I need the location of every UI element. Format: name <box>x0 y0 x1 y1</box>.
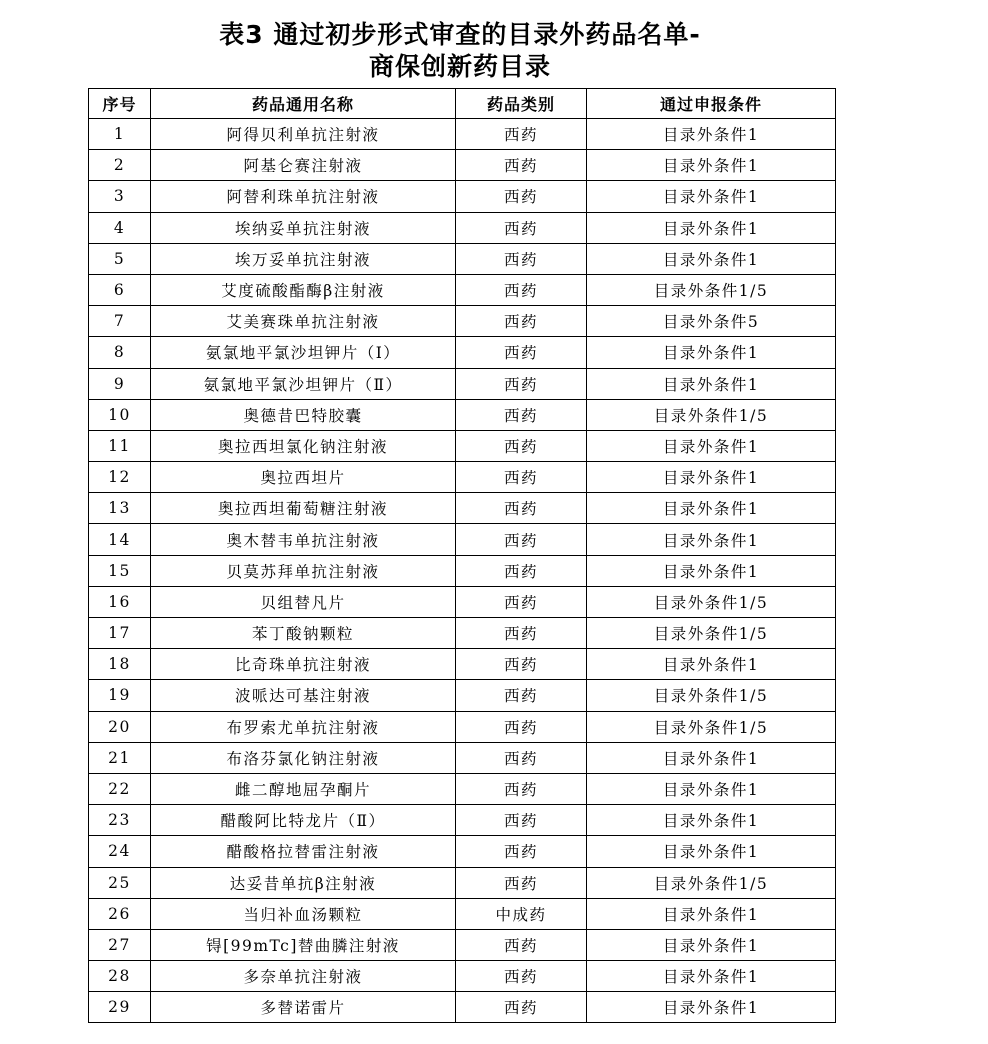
cell-seq: 6 <box>89 274 151 305</box>
cell-seq: 17 <box>89 618 151 649</box>
cell-drug-category: 西药 <box>456 368 587 399</box>
table-row <box>89 493 836 524</box>
cell-drug-category: 西药 <box>456 524 587 555</box>
table-row <box>89 836 836 867</box>
table-row <box>89 992 836 1023</box>
table-row <box>89 150 836 181</box>
cell-drug-category: 西药 <box>456 773 587 804</box>
cell-seq: 22 <box>89 773 151 804</box>
cell-seq: 28 <box>89 961 151 992</box>
cell-drug-name: 多替诺雷片 <box>151 992 456 1023</box>
cell-drug-category: 西药 <box>456 742 587 773</box>
cell-seq: 23 <box>89 805 151 836</box>
table-header-row <box>89 89 836 119</box>
cell-drug-category: 西药 <box>456 430 587 461</box>
cell-condition: 目录外条件1 <box>587 961 836 992</box>
cell-seq: 16 <box>89 586 151 617</box>
table-row <box>89 618 836 649</box>
cell-drug-category: 中成药 <box>456 898 587 929</box>
table-row <box>89 805 836 836</box>
cell-condition: 目录外条件1 <box>587 368 836 399</box>
cell-seq: 12 <box>89 462 151 493</box>
table-row <box>89 961 836 992</box>
table-row <box>89 742 836 773</box>
table-body <box>89 119 836 1023</box>
cell-seq: 21 <box>89 742 151 773</box>
table-row <box>89 337 836 368</box>
cell-seq: 15 <box>89 555 151 586</box>
table-subtitle: 商保创新药目录 <box>368 52 551 81</box>
cell-condition: 目录外条件1 <box>587 898 836 929</box>
cell-condition: 目录外条件5 <box>587 306 836 337</box>
cell-drug-category: 西药 <box>456 119 587 150</box>
cell-drug-name: 布洛芬氯化钠注射液 <box>151 742 456 773</box>
cell-seq: 11 <box>89 430 151 461</box>
cell-drug-name: 阿替利珠单抗注射液 <box>151 181 456 212</box>
cell-condition: 目录外条件1/5 <box>587 586 836 617</box>
cell-drug-name: 醋酸阿比特龙片（Ⅱ） <box>151 805 456 836</box>
cell-drug-category: 西药 <box>456 618 587 649</box>
cell-drug-name: 奥拉西坦片 <box>151 462 456 493</box>
cell-drug-category: 西药 <box>456 306 587 337</box>
cell-seq: 13 <box>89 493 151 524</box>
cell-seq: 18 <box>89 649 151 680</box>
table-row <box>89 586 836 617</box>
cell-drug-category: 西药 <box>456 150 587 181</box>
cell-drug-name: 艾度硫酸酯酶β注射液 <box>151 274 456 305</box>
table-row <box>89 680 836 711</box>
cell-seq: 8 <box>89 337 151 368</box>
table-row <box>89 430 836 461</box>
table-row <box>89 649 836 680</box>
cell-drug-category: 西药 <box>456 992 587 1023</box>
cell-seq: 14 <box>89 524 151 555</box>
cell-seq: 2 <box>89 150 151 181</box>
table-row <box>89 243 836 274</box>
table-row <box>89 119 836 150</box>
cell-seq: 1 <box>89 119 151 150</box>
cell-condition: 目录外条件1 <box>587 181 836 212</box>
cell-seq: 20 <box>89 711 151 742</box>
cell-condition: 目录外条件1 <box>587 150 836 181</box>
drug-list-table <box>88 88 836 1023</box>
cell-condition: 目录外条件1/5 <box>587 680 836 711</box>
cell-condition: 目录外条件1/5 <box>587 274 836 305</box>
cell-condition: 目录外条件1 <box>587 992 836 1023</box>
cell-drug-category: 西药 <box>456 181 587 212</box>
cell-drug-category: 西药 <box>456 462 587 493</box>
cell-drug-category: 西药 <box>456 337 587 368</box>
cell-condition: 目录外条件1 <box>587 493 836 524</box>
cell-drug-name: 氨氯地平氯沙坦钾片（Ⅰ） <box>151 337 456 368</box>
cell-drug-category: 西药 <box>456 212 587 243</box>
cell-seq: 7 <box>89 306 151 337</box>
cell-drug-name: 当归补血汤颗粒 <box>151 898 456 929</box>
cell-drug-name: 埃万妥单抗注射液 <box>151 243 456 274</box>
cell-drug-name: 阿基仑赛注射液 <box>151 150 456 181</box>
cell-drug-name: 醋酸格拉替雷注射液 <box>151 836 456 867</box>
cell-seq: 29 <box>89 992 151 1023</box>
table-row <box>89 274 836 305</box>
cell-condition: 目录外条件1/5 <box>587 618 836 649</box>
cell-drug-name: 艾美赛珠单抗注射液 <box>151 306 456 337</box>
cell-drug-name: 氨氯地平氯沙坦钾片（Ⅱ） <box>151 368 456 399</box>
cell-condition: 目录外条件1 <box>587 555 836 586</box>
cell-drug-category: 西药 <box>456 399 587 430</box>
cell-drug-name: 雌二醇地屈孕酮片 <box>151 773 456 804</box>
cell-drug-category: 西药 <box>456 805 587 836</box>
table-row <box>89 867 836 898</box>
cell-drug-category: 西药 <box>456 929 587 960</box>
cell-condition: 目录外条件1 <box>587 524 836 555</box>
table-row <box>89 212 836 243</box>
cell-seq: 27 <box>89 929 151 960</box>
cell-condition: 目录外条件1/5 <box>587 867 836 898</box>
cell-drug-name: 贝莫苏拜单抗注射液 <box>151 555 456 586</box>
table-row <box>89 898 836 929</box>
cell-drug-name: 阿得贝利单抗注射液 <box>151 119 456 150</box>
cell-condition: 目录外条件1 <box>587 243 836 274</box>
cell-condition: 目录外条件1 <box>587 805 836 836</box>
table-row <box>89 524 836 555</box>
table-row <box>89 181 836 212</box>
cell-condition: 目录外条件1 <box>587 337 836 368</box>
cell-drug-category: 西药 <box>456 493 587 524</box>
cell-drug-category: 西药 <box>456 586 587 617</box>
table-row <box>89 399 836 430</box>
cell-drug-name: 埃纳妥单抗注射液 <box>151 212 456 243</box>
table-row <box>89 306 836 337</box>
cell-drug-category: 西药 <box>456 243 587 274</box>
cell-drug-name: 贝组替凡片 <box>151 586 456 617</box>
cell-condition: 目录外条件1 <box>587 462 836 493</box>
header-drug-category: 药品类别 <box>456 89 587 119</box>
cell-condition: 目录外条件1 <box>587 742 836 773</box>
cell-drug-name: 奥拉西坦氯化钠注射液 <box>151 430 456 461</box>
cell-condition: 目录外条件1/5 <box>587 399 836 430</box>
cell-seq: 3 <box>89 181 151 212</box>
table-row <box>89 462 836 493</box>
header-condition: 通过申报条件 <box>587 89 836 119</box>
cell-drug-name: 奥木替韦单抗注射液 <box>151 524 456 555</box>
cell-drug-category: 西药 <box>456 836 587 867</box>
cell-drug-name: 波哌达可基注射液 <box>151 680 456 711</box>
cell-condition: 目录外条件1 <box>587 649 836 680</box>
cell-drug-name: 苯丁酸钠颗粒 <box>151 618 456 649</box>
cell-seq: 5 <box>89 243 151 274</box>
cell-condition: 目录外条件1 <box>587 836 836 867</box>
cell-condition: 目录外条件1 <box>587 212 836 243</box>
table-row <box>89 368 836 399</box>
cell-seq: 10 <box>89 399 151 430</box>
cell-drug-category: 西药 <box>456 274 587 305</box>
cell-condition: 目录外条件1 <box>587 773 836 804</box>
cell-drug-category: 西药 <box>456 555 587 586</box>
cell-condition: 目录外条件1 <box>587 430 836 461</box>
cell-condition: 目录外条件1/5 <box>587 711 836 742</box>
table-row <box>89 555 836 586</box>
cell-drug-name: 达妥昔单抗β注射液 <box>151 867 456 898</box>
cell-seq: 19 <box>89 680 151 711</box>
cell-drug-name: 多奈单抗注射液 <box>151 961 456 992</box>
cell-drug-name: 布罗索尤单抗注射液 <box>151 711 456 742</box>
table-row <box>89 929 836 960</box>
cell-seq: 26 <box>89 898 151 929</box>
cell-drug-category: 西药 <box>456 711 587 742</box>
cell-drug-category: 西药 <box>456 680 587 711</box>
cell-drug-category: 西药 <box>456 961 587 992</box>
cell-seq: 4 <box>89 212 151 243</box>
cell-drug-name: 锝[99mTc]替曲膦注射液 <box>151 929 456 960</box>
cell-condition: 目录外条件1 <box>587 119 836 150</box>
cell-drug-name: 奥德昔巴特胶囊 <box>151 399 456 430</box>
cell-drug-category: 西药 <box>456 649 587 680</box>
table-title: 表3 通过初步形式审查的目录外药品名单- <box>219 20 701 49</box>
cell-drug-name: 奥拉西坦葡萄糖注射液 <box>151 493 456 524</box>
cell-drug-name: 比奇珠单抗注射液 <box>151 649 456 680</box>
table-row <box>89 773 836 804</box>
cell-condition: 目录外条件1 <box>587 929 836 960</box>
table-row <box>89 711 836 742</box>
cell-seq: 25 <box>89 867 151 898</box>
cell-drug-category: 西药 <box>456 867 587 898</box>
cell-seq: 24 <box>89 836 151 867</box>
cell-seq: 9 <box>89 368 151 399</box>
header-drug-name: 药品通用名称 <box>151 89 456 119</box>
header-seq: 序号 <box>89 89 151 119</box>
